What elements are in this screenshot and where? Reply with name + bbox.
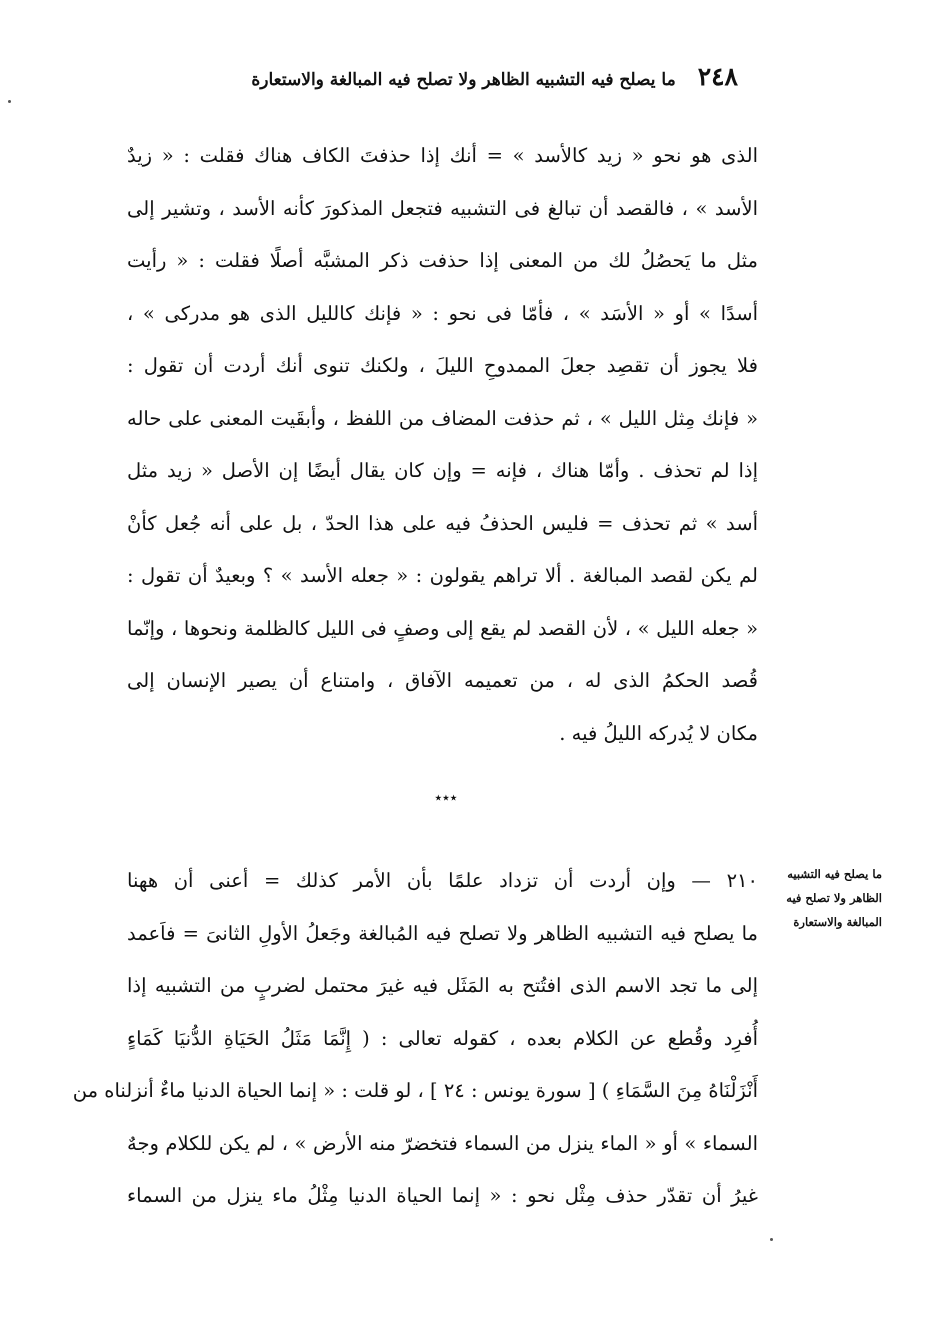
text-line: أسدًا » أو « الأسَد » ، فأمّا فى نحو : « فإنك كالليل الذى هو مدركى » ،: [127, 301, 758, 325]
section-separator: ٭٭٭: [434, 790, 458, 806]
text-line: إلى ما تجد الاسم الذى افتُتح به المَثَل فيه غيرَ محتمل لضربٍ من التشبيه إذا: [127, 974, 758, 997]
page-header: [248, 62, 738, 96]
text-line: إذا لم تحذف . وأمّا هناك ، فإنه = وإن كان يقال أيضًا إن الأصل « زيد مثل: [127, 459, 758, 482]
text-line: السماء » أو « الماء ينزل من السماء فتخضرّ منه الأرض » ، لم يكن للكلام وجهٌ: [127, 1131, 758, 1155]
margin-note-line: المبالغة والاستعارة: [793, 915, 882, 929]
text-line: قُصد الحكمُ الذى له ، من تعميمه الآفاق ، وامتناع أن يصير الإنسان إلى: [127, 669, 758, 692]
text-line: لم يكن لقصد المبالغة . ألا تراهم يقولون : « جعله الأسد » ؟ وبعيدٌ أن تقول :: [127, 564, 758, 587]
text-line: غيرُ أن تقدّر حذف مِثْل نحو : « إنما الحياة الدنيا مِثْلُ ماء ينزل من السماء: [127, 1184, 758, 1207]
page-number: ٢٤٨: [697, 62, 738, 91]
text-line: الأسد » ، فالقصد أن تبالغ فى التشبيه فتجعل المذكورَ كأنه الأسد ، وتشير إلى: [127, 196, 758, 220]
text-line: « جعله الليل » ، لأن القصد لم يقع إلى وصفٍ فى الليل كالظلمة ونحوها ، وإنّما: [127, 616, 758, 640]
running-title: ما يصلح فيه التشبيه الظاهر ولا تصلح فيه المبالغة والاستعارة: [251, 70, 676, 90]
margin-note: [764, 862, 882, 934]
text-line: فلا يجوز أن تقصِد جعلَ الممدوحِ الليلَ ، ولكنك تنوى أنك أردت أن تقول :: [127, 354, 758, 377]
text-line: « فإنك مِثل الليل » ، ثم حذفت المضاف من اللفظ ، وأبقَيت المعنى على حاله: [127, 406, 758, 430]
text-line: مكان لا يُدركه الليلُ فيه .: [559, 721, 758, 745]
text-line: أسد » ثم تحذف = فليس الحذفُ فيه على هذا الحدّ ، بل على أنه جُعل كأنْ: [127, 511, 758, 535]
text-line: أُفرِد وقُطع عن الكلام بعده ، كقوله تعالى : ( إِنَّمَا مَثَلُ الحَيَاةِ الدُّنيَا كَمَاءٍ: [127, 1026, 758, 1050]
text-line: مثل ما يَحصُلُ لك من المعنى إذا حذفت ذكر المشبَّه أصلًا فقلت : « رأيت: [127, 249, 758, 272]
scan-speck: [8, 100, 11, 103]
margin-note-line: ما يصلح فيه التشبيه: [787, 867, 882, 881]
paragraph-2: [72, 855, 758, 1223]
paragraph-1: [127, 130, 758, 760]
text-line: أَنْزَلْنَاهُ مِنَ السَّمَاءِ ) [ سورة يونس : ٢٤ ] ، لو قلت : « إنما الحياة الدنيا ماءٌ أنزلناه من: [72, 1079, 758, 1102]
text-line: ما يصلح فيه التشبيه الظاهر ولا تصلح فيه المُبالغة وجَعلُ الأولِ الثانىَ = فاَعمد: [127, 921, 758, 945]
margin-note-line: الظاهر ولا تصلح فيه: [786, 891, 882, 905]
scan-speck: [770, 1238, 773, 1241]
text-line: ٢١٠ — وإن أردت أن تزداد علمًا بأن الأمر كذلك = أعنى أن ههنا: [127, 869, 758, 892]
text-line: الذى هو نحو « زيد كالأسد » = أنك إذا حذفتَ الكاف هناك فقلت : « زيدٌ: [127, 144, 758, 167]
